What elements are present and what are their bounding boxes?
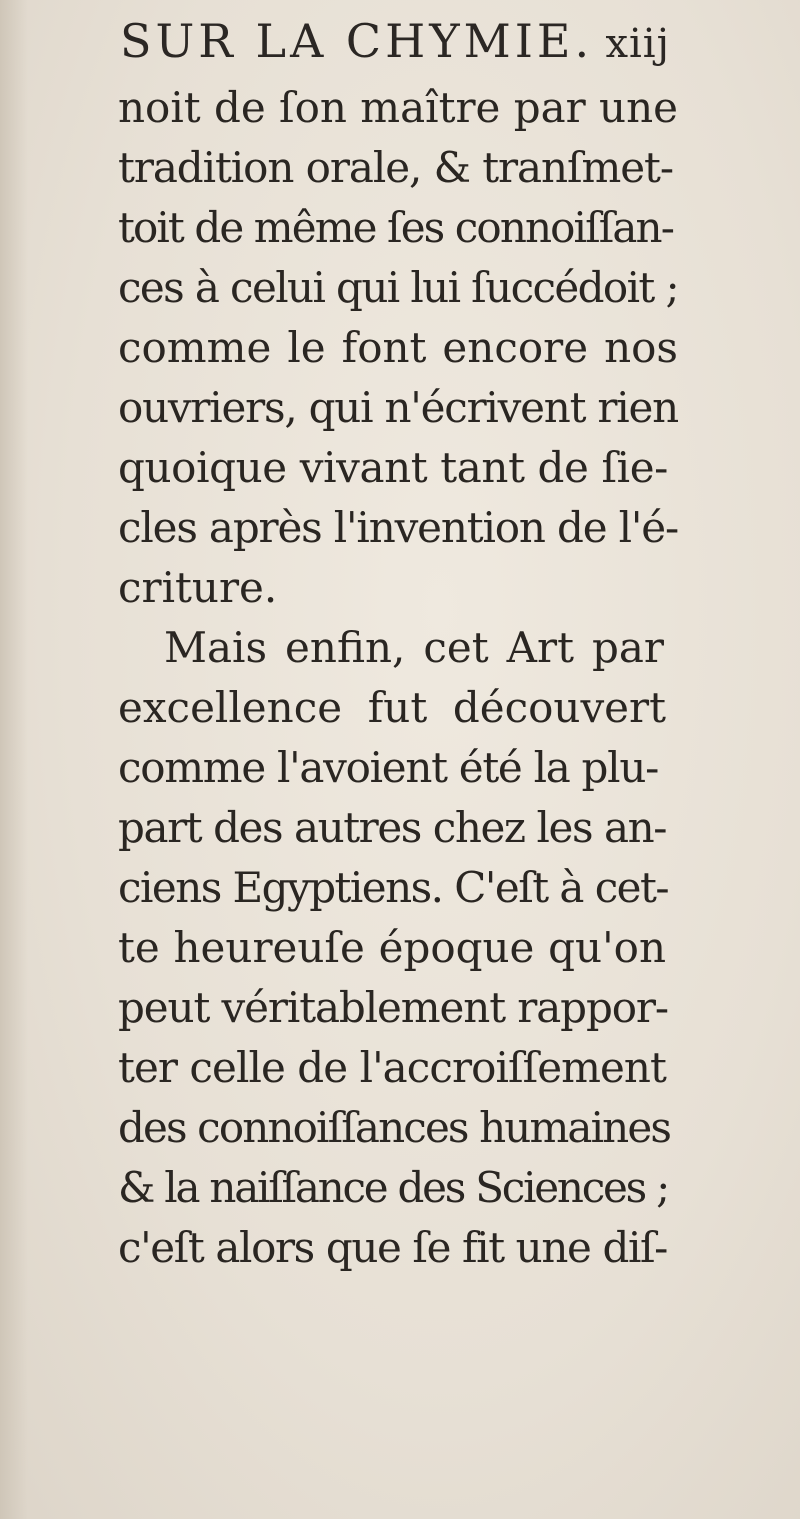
running-title: SUR LA CHYMIE.	[120, 14, 594, 68]
text-line: peut véritablement rappor-	[118, 983, 668, 1032]
text-line: c'eſt alors que ſe fit une diſ-	[118, 1223, 667, 1272]
text-line: te heureuſe époque qu'on	[118, 923, 666, 972]
page-header	[120, 14, 670, 74]
text-line: Mais enfin, cet Art par	[164, 623, 664, 672]
text-line: ter celle de l'accroiſſement	[118, 1043, 666, 1092]
text-line: ciens Egyptiens. C'eſt à cet-	[118, 863, 668, 912]
text-line: quoique vivant tant de ſie-	[118, 443, 668, 492]
text-line: comme l'avoient été la plu-	[118, 743, 658, 792]
text-line: part des autres chez les an-	[118, 803, 666, 852]
text-line: tradition orale, & tranſmet-	[118, 143, 673, 192]
text-line: noit de ſon maître par une	[118, 83, 678, 132]
text-line: criture.	[118, 563, 278, 612]
text-line: toit de même ſes connoiſſan-	[118, 203, 673, 252]
text-line: des connoiſſances humaines	[118, 1103, 670, 1152]
text-line: ouvriers, qui n'écrivent rien	[118, 383, 678, 432]
text-line: cles après l'invention de l'é-	[118, 503, 678, 552]
text-line: excellence fut découvert	[118, 683, 666, 732]
page-number: xiij	[605, 21, 670, 67]
page-gutter-shadow	[0, 0, 28, 1519]
text-line: ces à celui qui lui ſuccédoit ;	[118, 263, 678, 312]
text-line: comme le font encore nos	[118, 323, 678, 372]
text-line: & la naiſſance des Sciences ;	[118, 1163, 668, 1212]
